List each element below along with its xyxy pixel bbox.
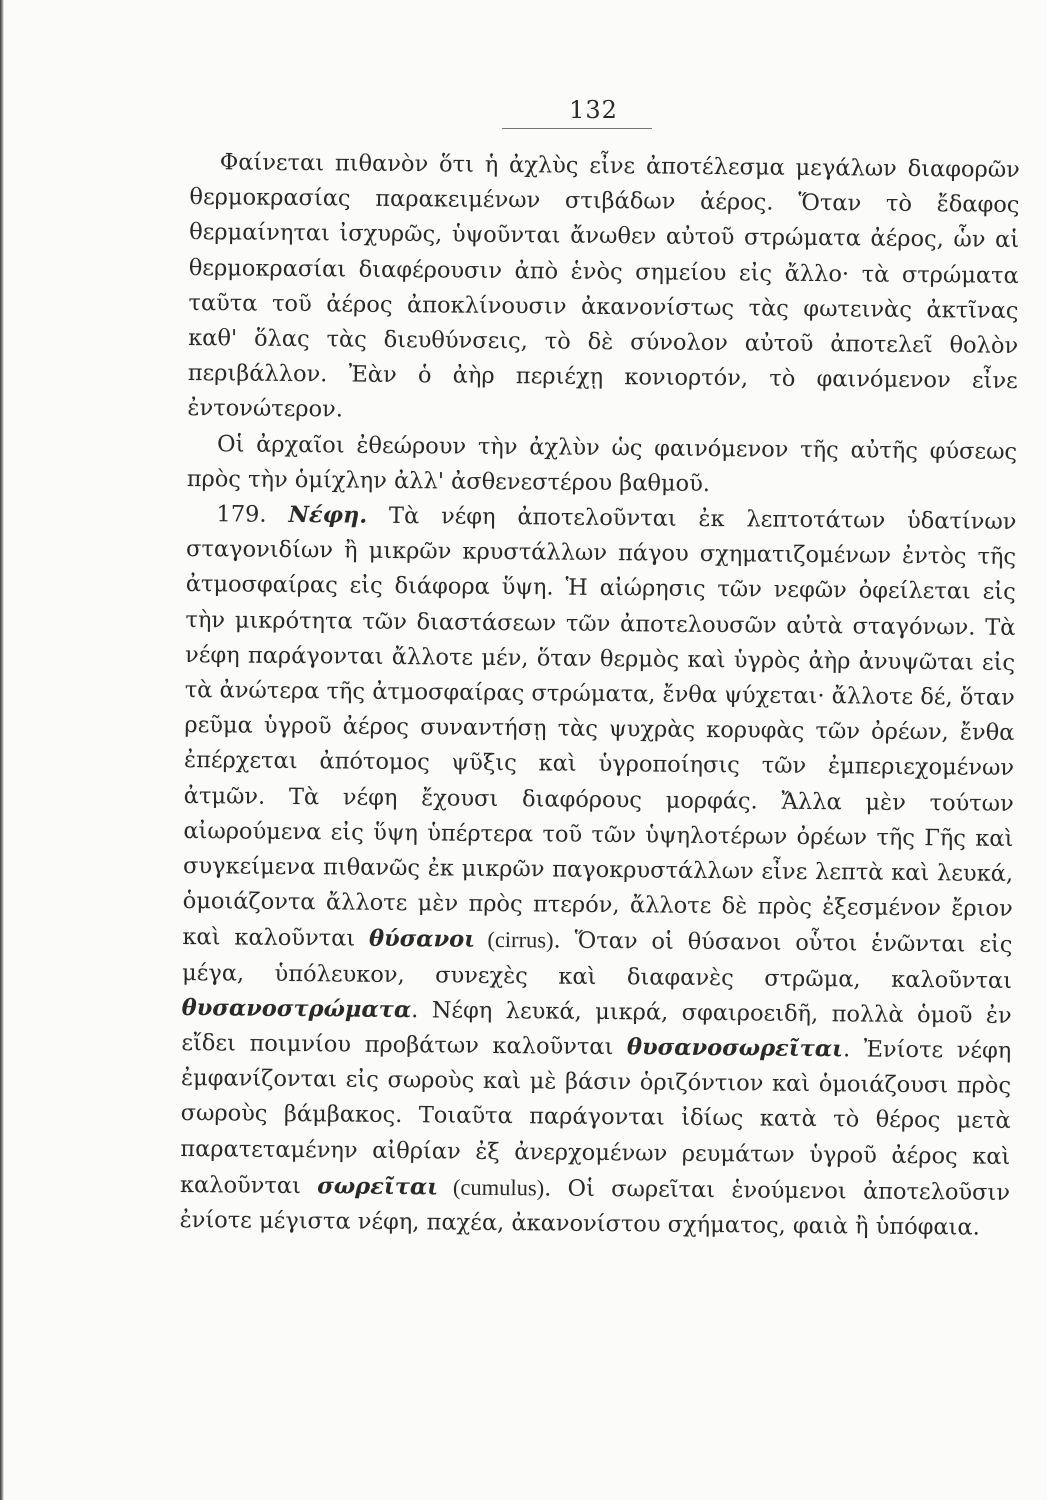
term-cumulus: σωρεῖται [317, 1173, 439, 1201]
page-text [180, 145, 1020, 1246]
term-cirrocumulus: θυσανοσωρεῖται [626, 1034, 844, 1063]
section-heading: Νέφη. [288, 501, 368, 529]
text-segment: Τὰ νέφη ἀποτελοῦνται ἐκ λεπτοτάτων ὑδατίνων σταγονιδίων ἢ μικρῶν κρυστάλλων πάγου σχηματιζομένων ἐντὸς τῆς ἀτμοσφαίρας εἰς διάφορα ὕψη. Ἡ αἰώρησις τῶν νεφῶν ὀφείλεται εἰς τὴν μικρότητα τῶν διαστάσεων τῶν ἀποτελουσῶν αὐτὰ σταγόνων. Τὰ νέφη παράγονται ἄλλοτε μέν, ὅταν θερμὸς καὶ ὑγρὸς ἀὴρ ἀνυψῶται εἰς τὰ ἀνώτερα τῆς ἀτμοσφαίρας στρώματα, ἔνθα ψύχεται· ἄλλοτε δέ, ὅταν ρεῦμα ὑγροῦ ἀέρος συναντήσῃ τὰς ψυχρὰς κορυφὰς τῶν ὀρέων, ἔνθα ἐπέρχεται ἀπότομος ψῦξις καὶ ὑγροποίησις τῶν ἐμπεριεχομένων ἀτμῶν. Τὰ νέφη ἔχουσι διαφόρους μορφάς. Ἄλλα μὲν τούτων αἰωρούμενα εἰς ὕψη ὑπέρτερα τοῦ τῶν ὑψηλοτέρων ὀρέων τῆς Γῆς καὶ συγκείμενα πιθανῶς ἐκ μικρῶν παγοκρυστάλλων εἶνε λεπτὰ καὶ λευκά, ὁμοιάζοντα ἄλλοτε μὲν πρὸς πτερόν, ἄλλοτε δὲ πρὸς ἐξεσμένον ἔριον καὶ καλοῦνται [182, 502, 1017, 953]
section-number: 179. [216, 501, 267, 528]
text-segment: . Νέφη λευκά, μικρά, σφαιροειδῆ, πολλὰ ὁμοῦ ἐν εἴδει ποιμνίου προβάτων καλοῦνται [181, 997, 1012, 1061]
latin-cumulus: (cumulus) [438, 1174, 545, 1201]
paragraph-ancients-view: Οἱ ἀρχαῖοι ἐθεώρουν τὴν ἀχλὺν ὡς φαινόμενον τῆς αὐτῆς φύσεως πρὸς τὴν ὁμίχλην ἀλλ' ἀσθενεστέρου βαθμοῦ. [186, 430, 1018, 497]
paragraph-clouds [180, 497, 1017, 1246]
page-binding-edge [0, 0, 4, 1500]
header-rule [502, 128, 652, 129]
page-number: 132 [569, 96, 618, 124]
term-cirrus: θύσανοι [368, 926, 476, 954]
term-cirrostratus: θυσανοστρώματα [181, 994, 412, 1024]
text-segment: . Ὅταν οἱ θύσανοι οὗτοι ἑνῶνται εἰς μέγα, ὑπόλευκον, συνεχὲς καὶ διαφανὲς στρῶμα, καλοῦνται [181, 927, 1013, 994]
latin-cirrus: (cirrus) [474, 927, 554, 953]
paragraph-haze-cause: Φαίνεται πιθανὸν ὅτι ἡ ἀχλὺς εἶνε ἀποτέλεσμα μεγάλων διαφορῶν θερμοκρασίας παρακειμένων στιβάδων ἀέρος. Ὅταν τὸ ἔδαφος θερμαίνηται ἰσχυρῶς, ὑψοῦνται ἄνωθεν αὐτοῦ στρώματα ἀέρος, ὧν αἱ θερμοκρασίαι διαφέρουσιν ἀπὸ ἑνὸς σημείου εἰς ἄλλο· τὰ στρώματα ταῦτα τοῦ ἀέρος ἀποκλίνουσιν ἀκανονίστως τὰς φωτεινὰς ἀκτῖνας καθ' ὅλας τὰς διευθύνσεις, τὸ δὲ σύνολον αὐτοῦ ἀποτελεῖ θολὸν περιβάλλον. Ἐὰν ὁ ἀὴρ περιέχῃ κονιορτόν, τὸ φαινόμενον εἶνε ἐντονώτερον. [187, 149, 1020, 423]
text-segment: . Οἱ σωρεῖται ἑνούμενοι ἀποτελοῦσιν ἐνίοτε μέγιστα νέφη, παχέα, ἀκανονίστου σχήματος, φαιὰ ἢ ὑπόφαια. [179, 1175, 1011, 1241]
text-segment: . Ἐνίοτε νέφη ἐμφανίζονται εἰς σωροὺς καὶ μὲ βάσιν ὁριζόντιον καὶ ὁμοιάζουσι πρὸς σωροὺς βάμβακος. Τοιαῦτα παράγονται ἰδίως κατὰ τὸ θέρος μετὰ παρατεταμένην αἰθρίαν ἐξ ἀνερχομένων ρευμάτων ὑγροῦ ἀέρος καὶ καλοῦνται [179, 1036, 1012, 1200]
